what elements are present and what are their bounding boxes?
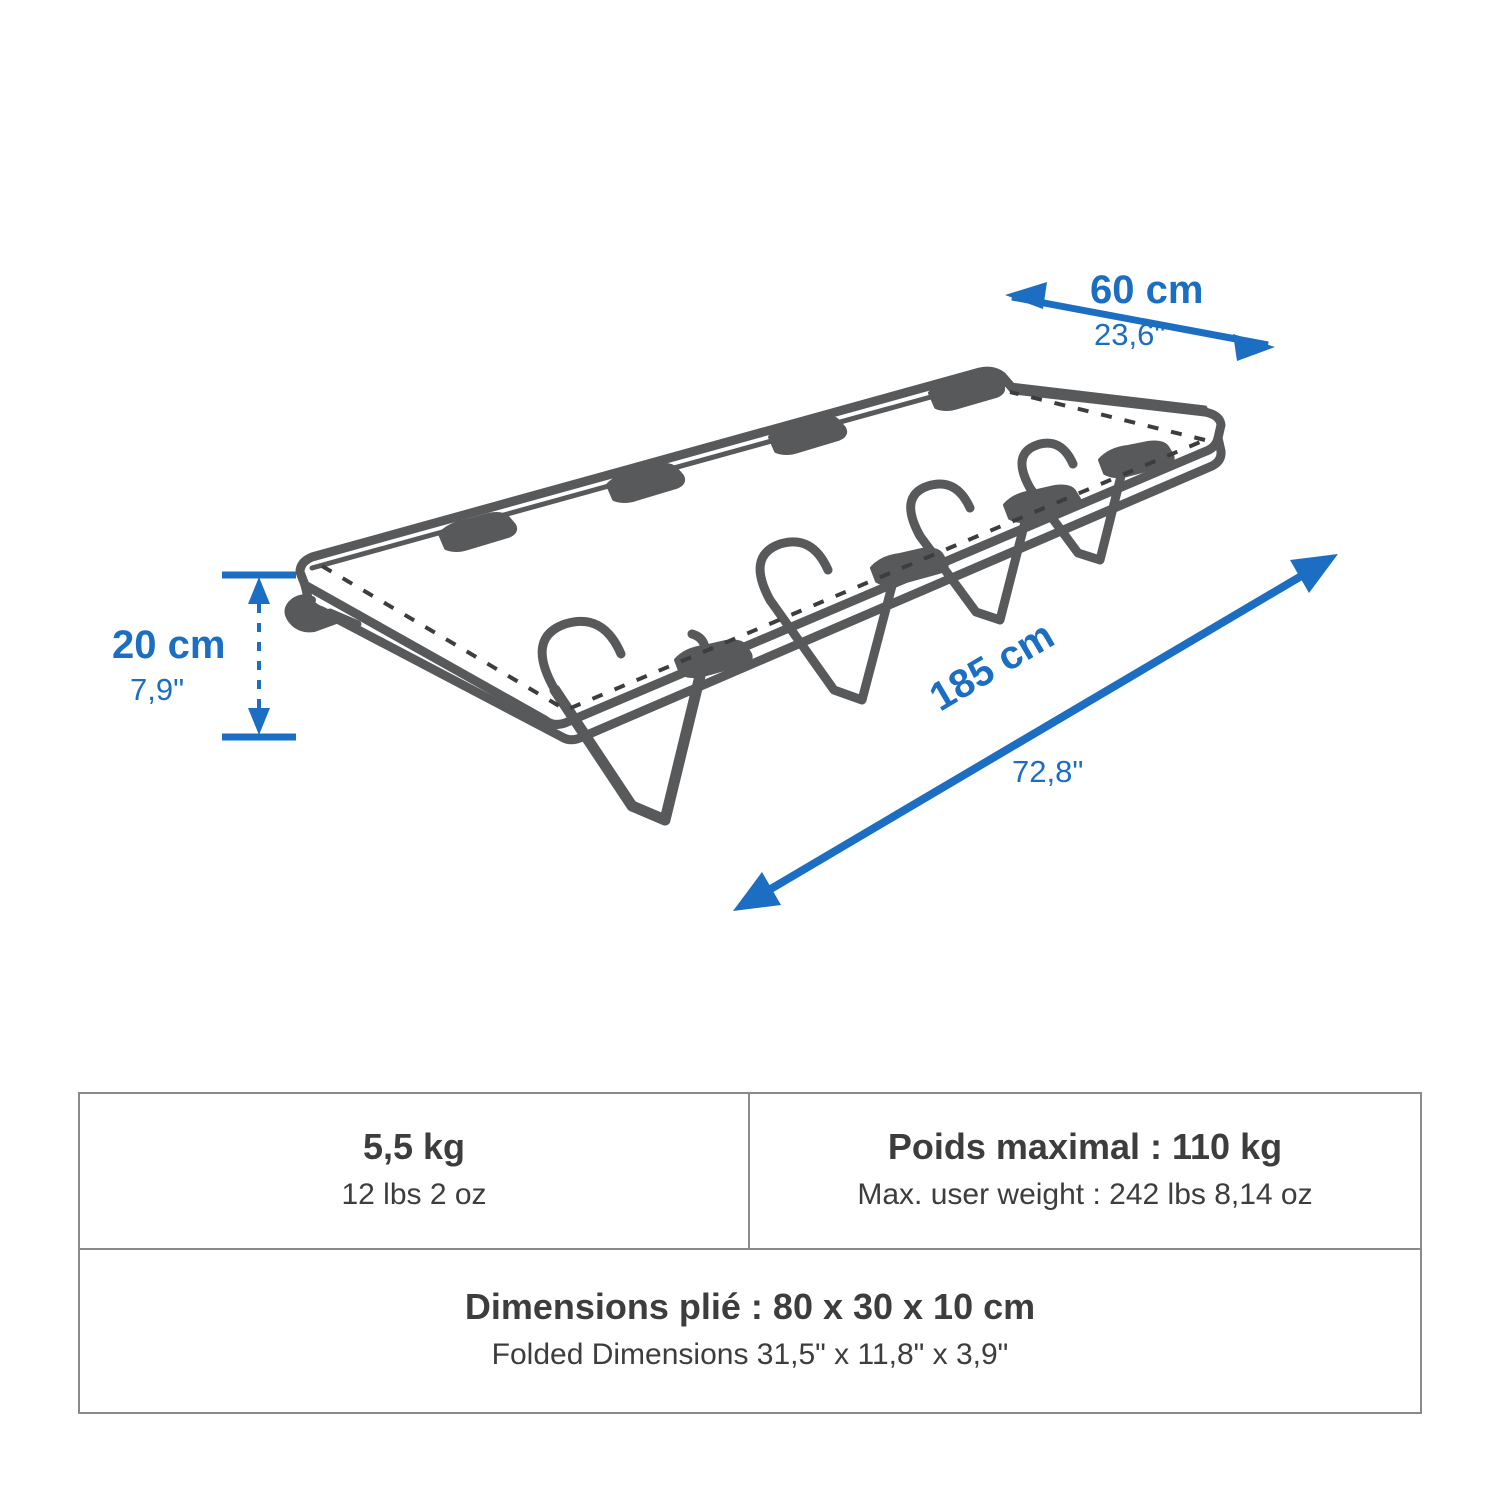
length-metric-label: 185 cm: [922, 612, 1062, 720]
height-imperial-label: 7,9": [130, 672, 185, 707]
table-row: [80, 1094, 1420, 1250]
dimension-height: [112, 575, 296, 737]
bed-drawing: [288, 371, 1221, 820]
length-imperial-label: 72,8": [1012, 754, 1084, 789]
weight-primary: 5,5 kg: [362, 1126, 466, 1167]
folded-dimensions-secondary: Folded Dimensions 31,5" x 11,8" x 3,9": [491, 1338, 1009, 1371]
spec-cell-weight: [80, 1094, 750, 1248]
specifications-table: [78, 1092, 1422, 1414]
dimension-width: [1005, 268, 1275, 361]
spec-cell-folded-dimensions: [80, 1250, 1420, 1412]
folded-dimensions-primary: Dimensions plié : 80 x 30 x 10 cm: [464, 1286, 1036, 1327]
max-user-weight-secondary: Max. user weight : 242 lbs 8,14 oz: [857, 1178, 1313, 1211]
spec-cell-max-user-weight: [750, 1094, 1420, 1248]
weight-secondary: 12 lbs 2 oz: [341, 1178, 487, 1211]
table-row: [80, 1250, 1420, 1412]
max-user-weight-primary: Poids maximal : 110 kg: [887, 1126, 1283, 1167]
height-metric-label: 20 cm: [112, 623, 226, 667]
width-imperial-label: 23,6": [1094, 317, 1166, 352]
dimension-length: [733, 554, 1338, 911]
width-metric-label: 60 cm: [1090, 268, 1204, 312]
